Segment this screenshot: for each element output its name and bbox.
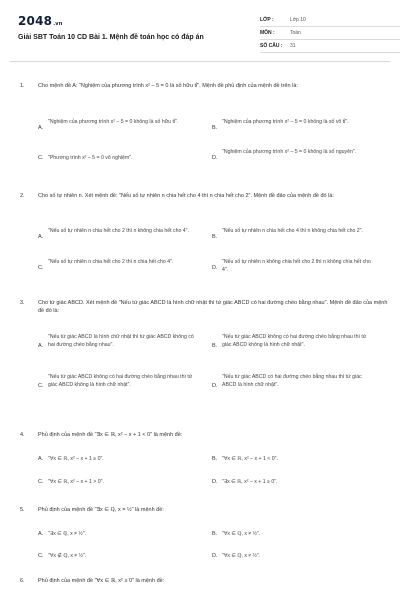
question-text: Phủ định của mệnh đề "∀x ∈ ℝ, x² ≥ 0" là mệnh đề: — [38, 578, 165, 584]
option-letter: C. — [38, 265, 44, 271]
option-text: "∃x ∈ ℚ, x ≠ ½". — [48, 531, 87, 537]
option-letter: A. — [38, 234, 44, 240]
logo-suffix: .vn — [53, 21, 63, 27]
option-text: "∀x ∈ ℝ, x² – x + 1 ≥ 0". — [48, 456, 104, 462]
meta-row-subject — [260, 27, 400, 40]
question-number: 3. — [20, 300, 25, 306]
meta-value: Lớp 10 — [290, 17, 306, 24]
question-number: 1. — [20, 83, 25, 89]
option-text: "Nếu tứ giác ABCD là hình chữ nhật thì tứ giác ABCD không có hai đường chéo bằng nhau". — [48, 334, 194, 348]
option-text: "Nếu tứ giác ABCD không có hai đường chéo bằng nhau thì tứ giác ABCD không là hình chữ nhật". — [222, 334, 367, 348]
document-title: Giải SBT Toán 10 CD Bài 1. Mệnh đề toán học có đáp án — [18, 34, 204, 41]
option-letter: B. — [212, 456, 218, 462]
option-text: "∀x ∈ ℚ, x ≠ ½". — [222, 531, 261, 537]
meta-label: MÔN : — [260, 30, 275, 37]
meta-row-question-count — [260, 40, 400, 53]
option-text: "∀x ∈ ℝ, x² – x + 1 > 0". — [48, 479, 104, 485]
option-letter: C. — [38, 383, 44, 389]
question-text: Cho tứ giác ABCD. Xét mệnh đề "Nếu tứ giác ABCD là hình chữ nhật thì tứ giác ABCD có hai đường chéo bằng nhau". Mệnh đề đảo của mệnh đề đó là: — [38, 300, 388, 314]
document-meta — [260, 14, 400, 53]
option-text: "Nếu tứ giác ABCD có hai đường chéo bằng nhau thì tứ giác ABCD là hình chữ nhật". — [222, 374, 362, 388]
option-letter: A. — [38, 125, 44, 131]
question-text: Phủ định của mệnh đề "∃x ∈ ℚ, x = ½" là mệnh đề: — [38, 507, 164, 513]
option-text: "Nghiệm của phương trình x² – 5 = 0 không là số nguyên". — [222, 149, 357, 155]
option-text: "Nghiệm của phương trình x² – 5 = 0 không là số vô tỉ". — [222, 119, 349, 125]
logo-text: 2048 — [18, 14, 53, 28]
option-text: "∀x ∈ ℝ, x² – x + 1 < 0". — [222, 456, 278, 462]
option-letter: D. — [212, 265, 218, 271]
option-text: "∀x ∉ ℚ, x ≠ ½". — [48, 553, 87, 559]
option-letter: C. — [38, 479, 44, 485]
question-number: 2. — [20, 193, 25, 199]
meta-row-grade — [260, 14, 400, 27]
option-letter: D. — [212, 155, 218, 161]
option-text: "Phương trình x² – 5 = 0 vô nghiệm". — [48, 155, 133, 161]
question-text: Cho số tự nhiên n. Xét mệnh đề: "Nếu số tự nhiên n chia hết cho 4 thì n chia hết cho 2". Mệnh đề đảo của mệnh đề đó là: — [38, 193, 334, 199]
site-logo[interactable] — [18, 13, 63, 30]
option-text: "Nghiệm của phương trình x² – 5 = 0 không là số hữu tỉ". — [48, 119, 179, 125]
option-letter: D. — [212, 553, 218, 559]
option-letter: D. — [212, 479, 218, 485]
option-text: "Nếu số tự nhiên n không chia hết cho 2 thì n không chia hết cho 4". — [222, 259, 371, 273]
option-text: "∀x ∈ ℚ, x ≠ ½". — [222, 553, 261, 559]
option-text: "Nếu tứ giác ABCD không có hai đường chéo bằng nhau thì tứ giác ABCD không là hình chữ nhật". — [48, 374, 193, 388]
question-text: Phủ định của mệnh đề "∃x ∈ ℝ, x² – x + 1 < 0" là mệnh đề: — [38, 432, 183, 438]
option-letter: B. — [212, 125, 218, 131]
meta-label: SỐ CÂU : — [260, 43, 283, 50]
option-text: "Nếu số tự nhiên n chia hết cho 4 thì n không chia hết cho 2". — [222, 228, 363, 234]
document-header — [10, 0, 390, 62]
option-letter: B. — [212, 234, 218, 240]
option-letter: A. — [38, 531, 44, 537]
option-letter: D. — [212, 383, 218, 389]
question-number: 5. — [20, 507, 25, 513]
option-text: "Nếu số tự nhiên n chia hết cho 2 thì n không chia hết cho 4". — [48, 228, 189, 234]
meta-label: LỚP : — [260, 17, 274, 24]
question-number: 4. — [20, 432, 25, 438]
option-letter: A. — [38, 456, 44, 462]
option-text: "Nếu số tự nhiên n chia hết cho 2 thì n chia hết cho 4". — [48, 259, 174, 265]
question-number: 6. — [20, 578, 25, 584]
meta-value: 31 — [290, 43, 296, 50]
option-letter: A. — [38, 343, 44, 349]
option-letter: B. — [212, 343, 218, 349]
option-letter: C. — [38, 553, 44, 559]
meta-value: Toán — [290, 30, 301, 37]
option-letter: C. — [38, 155, 44, 161]
option-letter: B. — [212, 531, 218, 537]
question-text: Cho mệnh đề A: "Nghiệm của phương trình x² – 5 = 0 là số hữu tỉ". Mệnh đề phủ định của mệnh đề trên là: — [38, 83, 298, 89]
option-text: "∃x ∈ ℝ, x² – x + 1 ≥ 0". — [222, 479, 278, 485]
